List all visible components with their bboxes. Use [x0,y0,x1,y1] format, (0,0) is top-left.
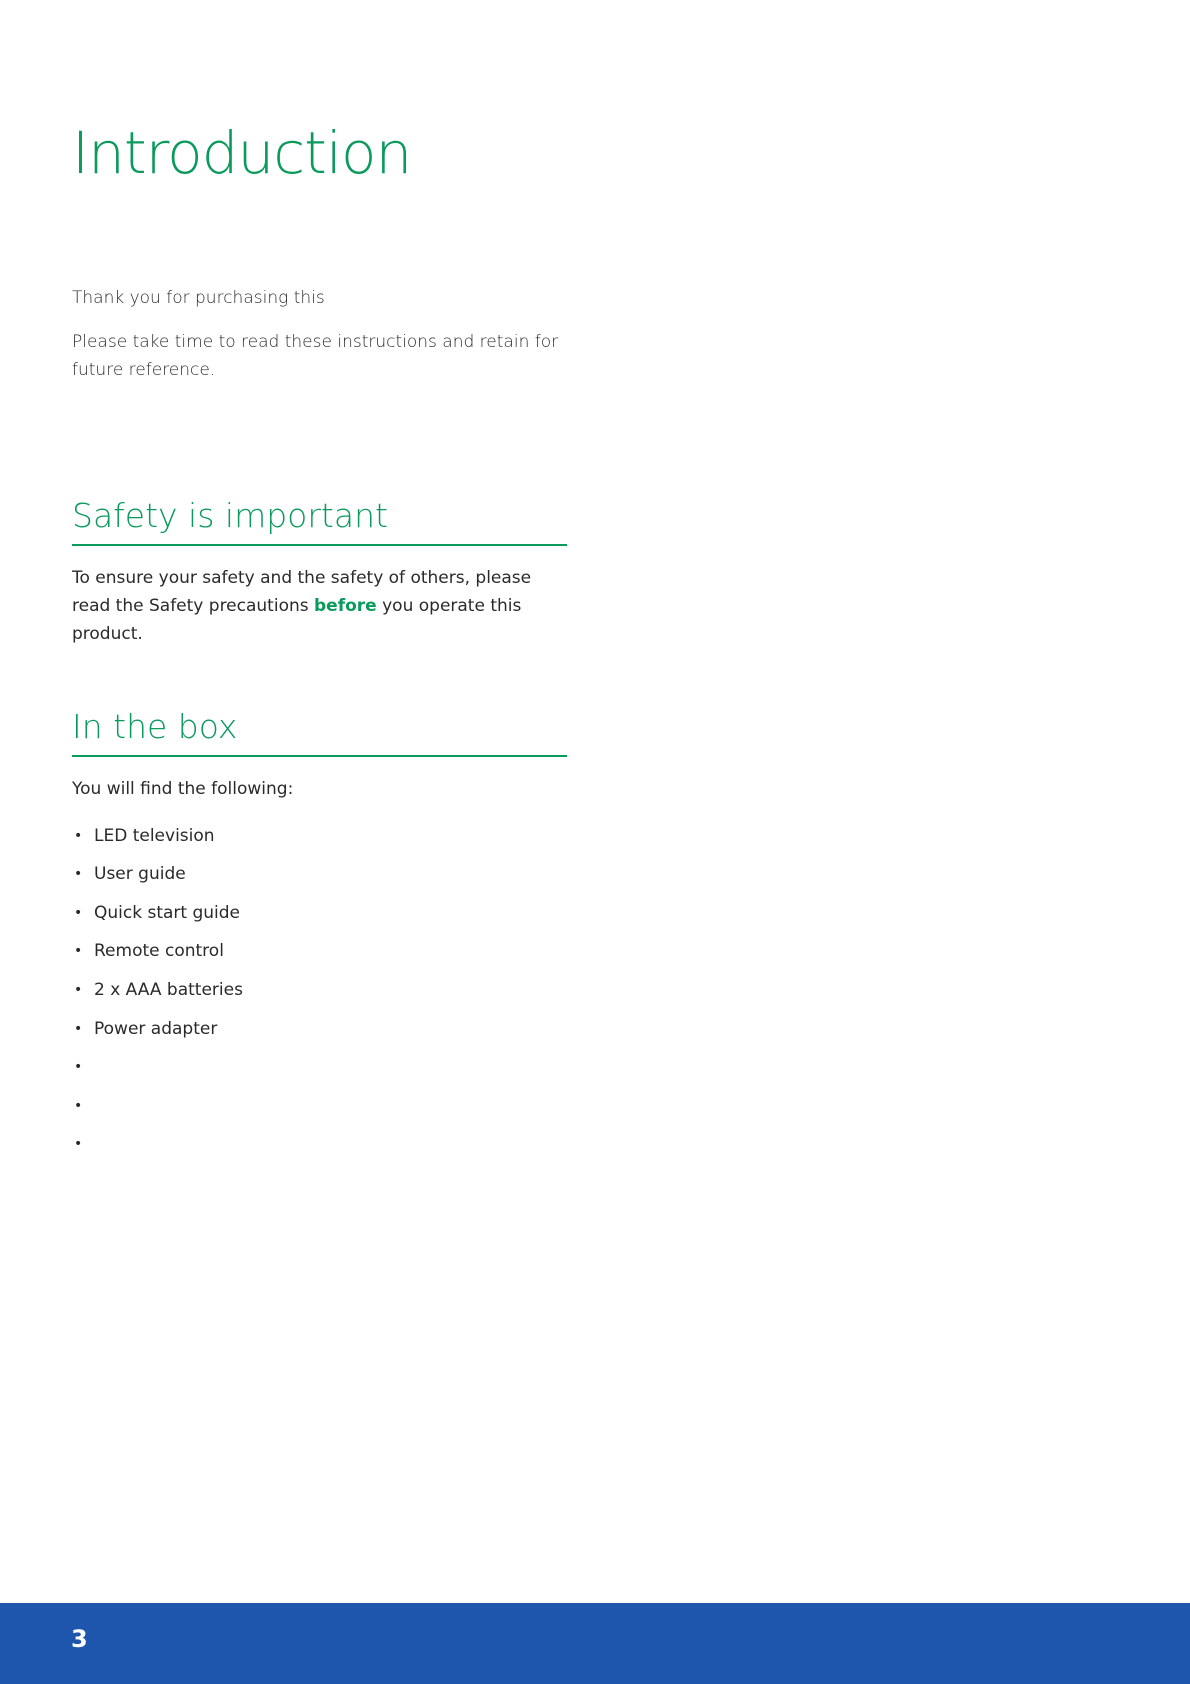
intro-thanks: Thank you for purchasing this [72,288,325,308]
list-item [72,817,567,856]
intro-instructions: Please take time to read these instructions and retain for future reference. [72,332,559,380]
safety-emphasis: before [314,595,377,616]
list-item-label: LED television [94,825,215,846]
bullet-icon: • [74,904,83,921]
page-title: Introduction [72,119,412,187]
bullet-icon: • [74,943,83,960]
list-item-label: User guide [94,864,186,885]
intro-section [72,284,572,400]
bullet-icon: • [74,1020,83,1037]
list-item-label: Remote control [94,941,224,962]
bullet-icon: • [74,1059,83,1076]
bullet-icon: • [74,1097,83,1114]
list-item-label: Power adapter [94,1018,218,1039]
box-intro: You will find the following: [72,778,294,799]
list-item [72,855,567,894]
list-item-label: Quick start guide [94,902,241,923]
footer-bar [0,1603,1190,1684]
box-items-list [72,817,567,1164]
safety-text [72,564,567,648]
list-item [72,1048,567,1087]
bullet-icon: • [74,866,83,883]
list-item [72,1010,567,1049]
in-the-box-section [72,707,567,1164]
list-item [72,971,567,1010]
bullet-icon: • [74,981,83,998]
page-number: 3 [71,1625,88,1653]
list-item [72,1087,567,1126]
bullet-icon: • [74,1136,83,1153]
safety-heading: Safety is important [72,496,567,546]
safety-text-start: To ensure your safety and the safety of others, please read the Safety precautions [72,567,532,616]
list-item [72,1125,567,1164]
list-item [72,894,567,933]
list-item-label: 2 x AAA batteries [94,979,243,1000]
list-item [72,932,567,971]
safety-section [72,496,567,648]
bullet-icon: • [74,827,83,844]
safety-text-end: you operate this product. [72,595,522,644]
box-heading: In the box [72,707,567,757]
